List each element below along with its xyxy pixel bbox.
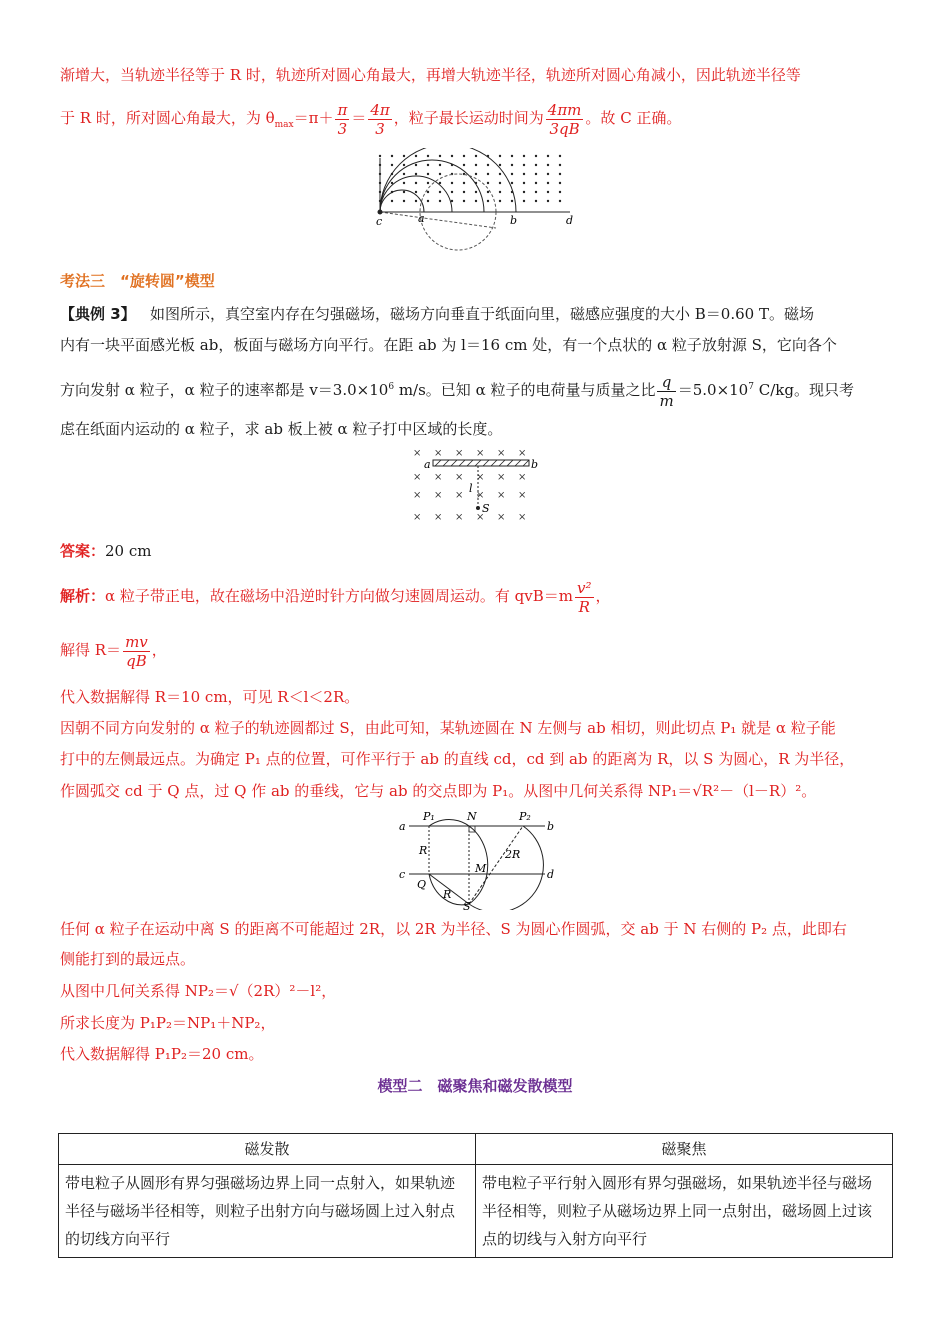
- field-cross: ×: [455, 490, 464, 501]
- field-dot: [475, 173, 477, 175]
- cell-focusing: 带电粒子平行射入圆形有界匀强磁场，如果轨迹半径与磁场半径相等，则粒子从磁场边界上同一点射出，磁场圆上过该点的切线与入射方向平行: [476, 1165, 893, 1258]
- field-dot: [547, 155, 549, 157]
- label-l: l: [469, 482, 473, 495]
- label-d: d: [566, 214, 574, 227]
- comparison-table: [58, 1133, 893, 1258]
- example-text-1: 如图所示，真空室内存在匀强磁场，磁场方向垂直于纸面向里，磁感应强度的大小 B＝0.60 T。磁场: [149, 305, 814, 323]
- field-dot: [475, 191, 477, 193]
- diagram-geometry: [395, 806, 565, 910]
- field-dot: [427, 191, 429, 193]
- field-dot: [451, 155, 453, 157]
- field-dot: [439, 155, 441, 157]
- field-dot: [463, 200, 465, 202]
- field-dot: [547, 173, 549, 175]
- field-dot: [403, 164, 405, 166]
- field-dot: [487, 191, 489, 193]
- section-heading: 考法三 “旋转圆”模型: [60, 272, 215, 290]
- fraction-den: 3: [375, 119, 385, 138]
- fraction-v2-over-r: [575, 579, 594, 616]
- field-dot: [487, 200, 489, 202]
- field-dot: [523, 164, 525, 166]
- field-dot: [511, 173, 513, 175]
- field-dot: [559, 200, 561, 202]
- field-dot: [415, 164, 417, 166]
- example-line-4: 虑在纸面内运动的 α 粒子，求 ab 板上被 α 粒子打中区域的长度。: [60, 420, 503, 438]
- arc-smallest: [380, 190, 424, 212]
- field-dot: [511, 155, 513, 157]
- field-dot: [499, 182, 501, 184]
- field-cross: ×: [434, 512, 443, 523]
- field-cross: ×: [434, 472, 443, 483]
- intro-line-1: 渐增大，当轨迹半径等于 R 时，轨迹所对圆心角最大，再增大轨迹半径，轨迹所对圆心角减小，因此轨迹半径等: [60, 66, 801, 84]
- field-cross: ×: [518, 490, 527, 501]
- answer-line: [60, 540, 890, 562]
- diagram-trajectory-arcs: [370, 148, 580, 260]
- dashed-chord: [380, 212, 496, 228]
- field-dot: [547, 191, 549, 193]
- fraction-mv-over-qb: [123, 633, 150, 670]
- field-dot: [415, 155, 417, 157]
- fraction-den: 3: [337, 119, 348, 138]
- field-dot: [523, 191, 525, 193]
- field-dot: [499, 200, 501, 202]
- analysis-line-2: [60, 628, 890, 672]
- label-a: a: [418, 212, 425, 225]
- field-dot: [475, 164, 477, 166]
- analysis-text-1: α 粒子带正电，故在磁场中沿逆时针方向做匀速圆周运动。有 qvB＝m: [105, 587, 574, 605]
- field-dot: [403, 191, 405, 193]
- label-d: d: [547, 868, 555, 881]
- source-s: [476, 506, 480, 510]
- field-dot: [523, 173, 525, 175]
- fraction-num: 4πm: [547, 100, 582, 119]
- field-dot: [415, 191, 417, 193]
- field-cross: ×: [476, 512, 485, 523]
- source-point: [378, 210, 383, 215]
- field-dot: [559, 182, 561, 184]
- analysis-label: 解析：: [60, 587, 106, 605]
- field-dot: [439, 191, 441, 193]
- magnetic-field-dots: [379, 155, 561, 202]
- plate-ab: [433, 460, 529, 466]
- analysis-line-11: 代入数据解得 P₁P₂＝20 cm。: [60, 1045, 264, 1063]
- field-dot: [559, 173, 561, 175]
- field-dot: [391, 164, 393, 166]
- analysis-text-2-end: ，: [151, 641, 167, 659]
- field-dot: [403, 182, 405, 184]
- example-text-3c: ＝5.0×10: [677, 381, 749, 399]
- fraction-den: 3qB: [549, 119, 580, 138]
- analysis-text-2: 解得 R＝: [60, 641, 122, 659]
- field-dot: [427, 200, 429, 202]
- analysis-line-9: 从图中几何关系得 NP₂＝√（2R）²－l²，: [60, 982, 337, 1000]
- superscript-7: 7: [748, 382, 754, 392]
- field-dot: [499, 164, 501, 166]
- field-dot: [427, 164, 429, 166]
- field-dot: [451, 200, 453, 202]
- field-dot: [523, 155, 525, 157]
- fraction-num: q: [657, 373, 675, 392]
- example-line-2: 内有一块平面感光板 ab，板面与磁场方向平行。在距 ab 为 l＝16 cm 处，有一个点状的 α 粒子放射源 S，它向各个: [60, 336, 837, 354]
- field-dot: [463, 155, 465, 157]
- label-r-diagonal: R: [443, 888, 452, 901]
- label-b: b: [510, 214, 518, 227]
- field-dot: [439, 173, 441, 175]
- superscript-6: 6: [388, 382, 395, 392]
- field-cross: ×: [518, 472, 527, 483]
- field-dot: [463, 164, 465, 166]
- analysis-line-7: 任何 α 粒子在运动中离 S 的距离不可能超过 2R，以 2R 为半径、S 为圆心作圆弧，交 ab 于 N 右侧的 P₂ 点，此即右: [60, 920, 847, 938]
- fraction-q-over-m: [657, 373, 675, 410]
- example-text-3b: m/s。已知 α 粒子的电荷量与质量之比: [394, 381, 656, 399]
- analysis-line-4: 因朝不同方向发射的 α 粒子的轨迹圆都过 S，由此可知，某轨迹圆在 N 左侧与 ab 相切，则此切点 P₁ 就是 α 粒子能: [60, 719, 836, 737]
- label-s: S: [463, 900, 471, 910]
- field-dot: [439, 200, 441, 202]
- table-header-row: [59, 1134, 893, 1165]
- model-title: 模型二 磁聚焦和磁发散模型: [377, 1077, 573, 1095]
- fraction-num: mv: [125, 632, 148, 651]
- field-dot: [559, 155, 561, 157]
- field-dot: [499, 155, 501, 157]
- field-cross: ×: [413, 512, 422, 523]
- field-dot: [379, 155, 381, 157]
- label-q: Q: [417, 878, 427, 891]
- label-s: S: [482, 502, 490, 515]
- fraction-den: R: [578, 597, 590, 616]
- field-dot: [559, 191, 561, 193]
- intro-eq2: ＝: [351, 109, 367, 127]
- field-dot: [427, 173, 429, 175]
- label-b: b: [547, 820, 555, 833]
- theta-subscript: max: [274, 120, 294, 130]
- arc-large: [380, 148, 516, 212]
- analysis-line-8: 侧能打到的最远点。: [60, 950, 196, 968]
- label-p1: P₁: [423, 810, 435, 823]
- intro-line2-prefix: 于 R 时，所对圆心角最大，为 θ: [60, 109, 275, 127]
- field-dot: [391, 200, 393, 202]
- field-dot: [475, 200, 477, 202]
- field-dot: [487, 173, 489, 175]
- analysis-line-6: 作圆弧交 cd 于 Q 点，过 Q 作 ab 的垂线，它与 ab 的交点即为 P₁。从图中几何关系得 NP₁＝√R²－（l－R）²。: [60, 782, 817, 800]
- label-m: M: [475, 862, 487, 875]
- fraction-num: v²: [577, 578, 592, 597]
- cell-divergence: 带电粒子从圆形有界匀强磁场边界上同一点射入，如果轨迹半径与磁场半径相等，则粒子出射方向与磁场圆上过入射点的切线方向平行: [59, 1165, 476, 1258]
- field-cross: ×: [497, 472, 506, 483]
- field-dot: [451, 182, 453, 184]
- field-dot: [439, 164, 441, 166]
- label-p2: P₂: [519, 810, 531, 823]
- label-c: c: [376, 215, 383, 228]
- field-dot: [535, 191, 537, 193]
- field-dot: [535, 200, 537, 202]
- field-dot: [547, 200, 549, 202]
- field-dot: [535, 173, 537, 175]
- field-dot: [403, 173, 405, 175]
- field-cross: ×: [497, 512, 506, 523]
- field-cross: ×: [455, 472, 464, 483]
- field-cross: ×: [476, 472, 485, 483]
- intro-end: 。故 C 正确。: [585, 109, 682, 127]
- example-text-3d: C/kg。现只考: [753, 381, 854, 399]
- example-line-1: [60, 303, 890, 325]
- diagram-plate-source: [405, 448, 545, 528]
- intro-mid: ，粒子最长运动时间为: [393, 109, 544, 127]
- field-dot: [511, 182, 513, 184]
- label-a: a: [399, 820, 406, 833]
- field-cross: ×: [518, 512, 527, 523]
- field-cross: ×: [476, 448, 485, 459]
- table-row: [59, 1165, 893, 1258]
- analysis-line-1: [60, 574, 890, 618]
- field-dot: [535, 155, 537, 157]
- intro-eq: ＝π＋: [293, 109, 334, 127]
- field-dot: [487, 164, 489, 166]
- field-cross: ×: [413, 490, 422, 501]
- label-r-vertical: R: [419, 844, 428, 857]
- example-line-3: [60, 365, 890, 409]
- analysis-text-1-end: ，: [595, 587, 611, 605]
- answer-label: 答案：: [60, 542, 106, 560]
- field-dot: [487, 182, 489, 184]
- example-text-3a: 方向发射 α 粒子，α 粒子的速率都是 v＝3.0×10: [60, 381, 389, 399]
- field-dot: [403, 155, 405, 157]
- field-cross: ×: [413, 448, 422, 459]
- field-dot: [427, 182, 429, 184]
- field-cross: ×: [497, 448, 506, 459]
- field-cross: ×: [434, 448, 443, 459]
- field-dot: [499, 173, 501, 175]
- field-cross: ×: [518, 448, 527, 459]
- arc-small: [380, 176, 452, 212]
- field-dot: [451, 191, 453, 193]
- field-dot: [463, 191, 465, 193]
- arc-medium: [380, 160, 484, 212]
- fraction-num: 4π: [370, 100, 390, 119]
- example-tag: 【典例 3】: [60, 305, 136, 323]
- field-dot: [475, 155, 477, 157]
- field-cross: ×: [413, 472, 422, 483]
- label-a: a: [424, 458, 431, 471]
- field-cross: ×: [455, 448, 464, 459]
- field-dot: [523, 200, 525, 202]
- fraction-pi-over-3: [335, 101, 349, 138]
- header-divergence: 磁发散: [59, 1134, 476, 1165]
- answer-value: 20 cm: [105, 542, 152, 560]
- field-dot: [403, 200, 405, 202]
- field-cross: ×: [497, 490, 506, 501]
- label-2r: 2R: [505, 848, 521, 861]
- field-dot: [463, 182, 465, 184]
- field-dot: [559, 164, 561, 166]
- field-dot: [547, 182, 549, 184]
- intro-line-2: [60, 96, 890, 140]
- label-b: b: [531, 458, 539, 471]
- field-dot: [415, 200, 417, 202]
- field-dot: [535, 164, 537, 166]
- field-dot: [415, 173, 417, 175]
- analysis-line-5: 打中的左侧最远点。为确定 P₁ 点的位置，可作平行于 ab 的直线 cd，cd 到 ab 的距离为 R，以 S 为圆心，R 为半径，: [60, 750, 855, 768]
- field-dot: [523, 182, 525, 184]
- field-dot: [391, 155, 393, 157]
- label-n: N: [467, 810, 477, 823]
- field-dot: [427, 155, 429, 157]
- field-cross: ×: [434, 490, 443, 501]
- fraction-max-time: [546, 101, 584, 138]
- field-dot: [511, 164, 513, 166]
- label-c: c: [399, 868, 406, 881]
- field-dot: [511, 200, 513, 202]
- field-dot: [499, 191, 501, 193]
- field-cross: ×: [455, 512, 464, 523]
- analysis-line-3: 代入数据解得 R＝10 cm，可见 R＜l＜2R。: [60, 688, 360, 706]
- header-focusing: 磁聚焦: [476, 1134, 893, 1165]
- field-dot: [547, 164, 549, 166]
- fraction-num: π: [337, 100, 348, 119]
- field-dot: [415, 182, 417, 184]
- fraction-4pi-over-3: [368, 101, 391, 138]
- field-cross: ×: [476, 490, 485, 501]
- field-dot: [535, 182, 537, 184]
- fraction-den: m: [659, 391, 674, 410]
- fraction-den: qB: [126, 651, 147, 670]
- analysis-line-10: 所求长度为 P₁P₂＝NP₁＋NP₂，: [60, 1014, 276, 1032]
